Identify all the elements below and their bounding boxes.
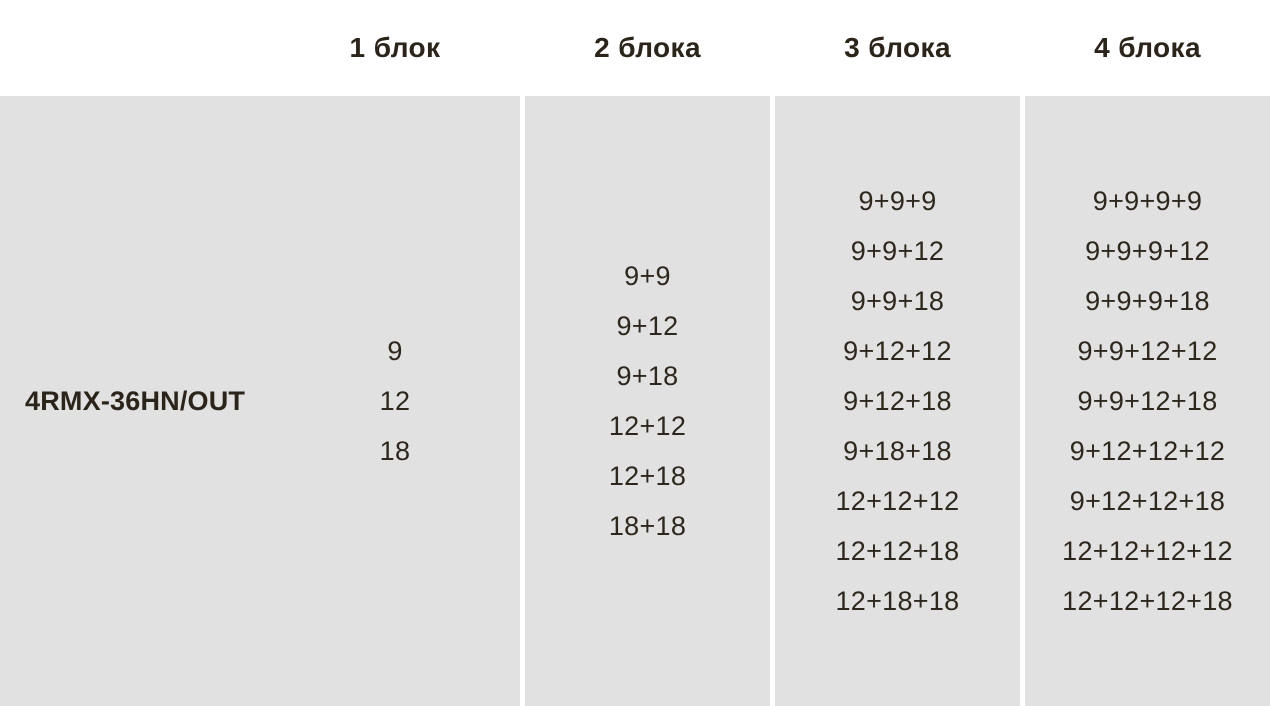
- model-cell: [0, 96, 520, 706]
- combination-value: 9+12+18: [843, 386, 952, 416]
- combination-value: 9+9+12: [850, 236, 945, 266]
- values-cell-4-blocks: [1025, 96, 1270, 706]
- combination-value: 12+12: [608, 411, 687, 441]
- values-column-1-block: [270, 326, 520, 476]
- combination-value: 12+12+12+12: [1062, 536, 1233, 566]
- column-header-1-block: 1 блок: [349, 32, 441, 63]
- column-header-3-blocks: 3 блока: [844, 32, 951, 63]
- combination-value: 18+18: [608, 511, 687, 541]
- column-header-2-blocks: 2 блока: [594, 32, 701, 63]
- combination-value: 9+12: [616, 311, 679, 341]
- column-header-4-blocks: 4 блока: [1094, 32, 1201, 63]
- combination-value: 12+12+18: [835, 536, 960, 566]
- combination-value: 12+12+12+18: [1062, 586, 1233, 616]
- combination-value: 9+12+12: [843, 336, 952, 366]
- header-first-column: [0, 0, 520, 96]
- values-cell-2-blocks: [525, 96, 770, 706]
- values-column-2-blocks: [525, 251, 770, 551]
- combination-value: 9+9+9: [858, 186, 937, 216]
- combination-value: 9+18: [616, 361, 679, 391]
- combination-value: 9+18+18: [843, 436, 952, 466]
- combination-value: 9+9+18: [850, 286, 945, 316]
- combination-value: 9+9+9+12: [1085, 236, 1210, 266]
- combination-value: 9+9+12+12: [1077, 336, 1218, 366]
- combination-value: 12+12+12: [835, 486, 960, 516]
- combination-value: 12+18+18: [835, 586, 960, 616]
- table-header-row: [0, 0, 1270, 96]
- table-body-row: [0, 96, 1270, 706]
- values-column-4-blocks: [1025, 176, 1270, 626]
- values-column-3-blocks: [775, 176, 1020, 626]
- combination-value: 9+9+9+9: [1092, 186, 1203, 216]
- combination-value: 9: [387, 336, 403, 366]
- combination-value: 9+9+12+18: [1077, 386, 1218, 416]
- combination-value: 18: [379, 436, 411, 466]
- row-label-model: 4RMX-36HN/OUT: [25, 385, 246, 416]
- combination-value: 12+18: [608, 461, 687, 491]
- values-cell-3-blocks: [775, 96, 1020, 706]
- combination-value: 9+9+9+18: [1085, 286, 1210, 316]
- combination-value: 12: [379, 386, 411, 416]
- combination-value: 9+12+12+12: [1069, 436, 1226, 466]
- header-label-spacer: [0, 0, 270, 96]
- combination-value: 9+12+12+18: [1069, 486, 1226, 516]
- combination-value: 9+9: [624, 261, 671, 291]
